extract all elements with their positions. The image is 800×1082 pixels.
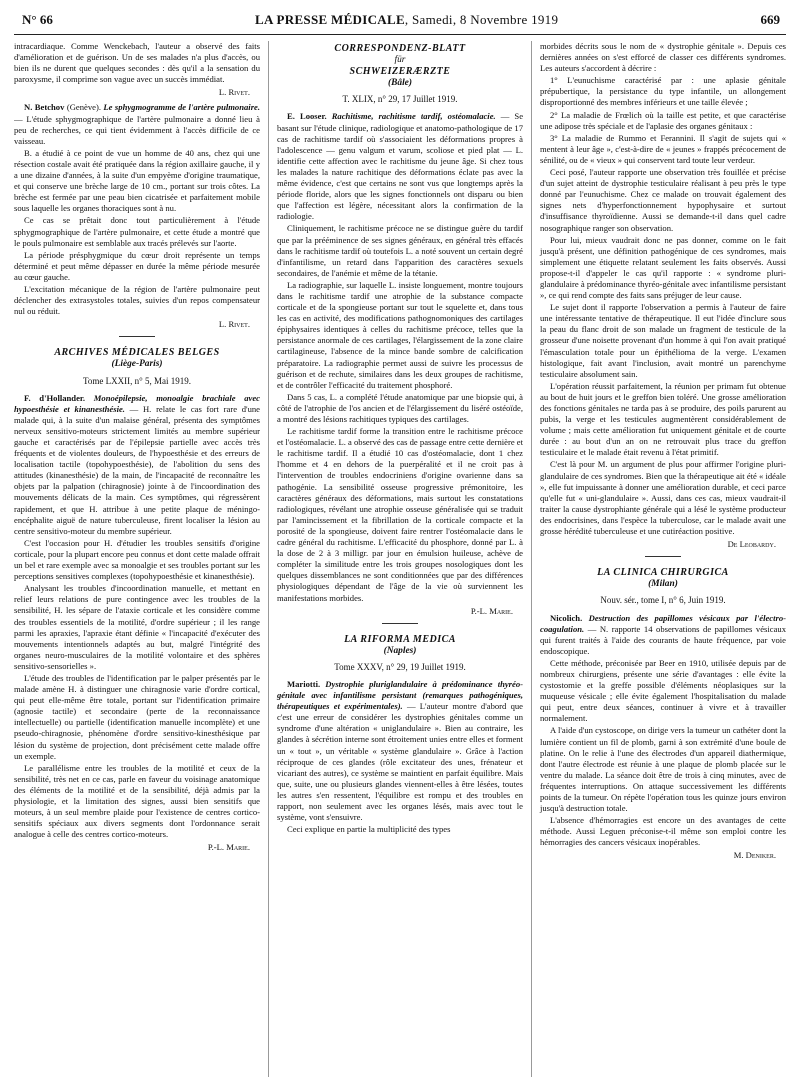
paragraph: Le parallélisme entre les troubles de la motilité et ceux de la sensibilité, très net en ce cas, parle en faveur du voisinage anatomique des éléments de la motilité et de la sensibilité, déjà admis par la physiologie, et la limitation des signes, aussi bien sensitifs que moteurs, à un seul membre plaide pour l'existence de centres cortico-sensitifs spéciaux aux divers segments dont l'ordonnance serait analogue à celle des centres cortico-moteurs. [14,762,260,840]
article-author: Nicolich. [550,612,583,623]
section-title: LA RIFORMA MEDICA [344,633,456,645]
paragraph: Pour lui, mieux vaudrait donc ne pas donner, comme on le fait jusqu'à présent, une définition pathogénique de ces syndromes, mais simplement une étiquette relatant seulement les faits observés. Aussi propose-t-il d'appeler le cas qu'il rapporte : « syndrome pluri-glandulaire à prédominance thyréo-génitale avec infantilisme persistant », ce qui rend compte des faits sans préjuger de leur cause. [540,234,786,301]
signature: L. Rivet. [218,319,250,330]
issue-date: , Samedi, 8 Novembre 1919 [404,12,559,27]
article-heading [277,679,523,823]
section-divider [645,556,681,557]
paragraph: Le rachitisme tardif forme la transition entre le rachitisme précoce et l'ostéomalacie. L. a observé des cas de passage entre cette dernière et le rachitisme tardif. Il a étudié 10 cas d'ostéomalacie, dont 1 chez l'homme et 4 en dehors de la puerpéralité et il ne croit pas à l'intervention de troubles endocriniens d'origine ovarienne dans sa pathogénie. La sensibilité osseuse progressive prémonitoire, les caractères généraux des déformations, mais surtout les constatations radiologiques, révélant une atrophie osseuse généralisée qui se traduit par l'amincissement et la fibrillation de la corticale compacte et la porosité de la spongieuse, doivent faire rentrer l'ostéomalacie dans le cadre général du rachitisme. L'efficacité du phosphore, donné par L. à la dose de 2 à 3 milligr. par jour en émulsion huileuse, achève de compléter la similitude entre les trois groupes nosologiques dont les quelques dissemblances ne sont conditionnées que par des différences physiologiques dépendant de l'âge de la vie où surviennent les manifestations morbides. [277,426,523,603]
section-title-2: SCHWEIZERÆRZTE [349,66,451,78]
paragraph: L'excitation mécanique de la région de l'artère pulmonaire peut déclencher des extrasystoles totales, suivies d'un repos compensateur nul ou réduit. [14,283,260,317]
article-text: — H. relate le cas fort rare d'une malade qui, à la suite d'un malaise général, présenta des symptômes nerveux sensitivo-moteurs strictement limités au membre supérieur gauche et caractérisés par de l'épilepsie partielle avec accès très fréquents et de violentes douleurs, de l'hypoesthésie et des erreurs de localisation tactile (topohypoesthésie), de l'abolition du sens des attitudes (kinanesthésie) de la main, de l'incapacité de reconnaître les objets par la palpation (chiragnosie) jointe à de l'incoordination des mouvements délicats de la main. Ces symptômes, qui régressèrent rapidement, et que H. attribue à une petite plaque de méningo-encéphalite aiguë de nature tuberculeuse, firent localiser la lésion au centre sensitivo-moteur du membre supérieur. [14,403,260,536]
paragraph: Ce cas se prêtait donc tout particulièrement à l'étude sphygmographique de l'artère pulmonaire, et cette étude a montré que le pouls pulmonaire est semblable aux tracés prélevés sur l'aorte. [14,215,260,248]
signature: L. Rivet. [218,87,250,98]
article-heading [540,613,786,657]
paragraph: morbides décrits sous le nom de « dystrophie génitale ». Depuis ces dernières années on s'est efforcé de classer ces différents syndromes. Les auteurs s'accordent à décrire : [540,41,786,74]
section-divider [119,336,155,337]
article-title: Rachitisme, rachitisme tardif, ostéomalacie. [326,111,496,122]
page-number-left: N° 66 [22,12,53,27]
journal-title: LA PRESSE MÉDICALE [255,12,405,27]
page-header [14,12,786,35]
article-title: Dystrophie pluriglandulaire à prédominance thyréo-génitale avec infantilisme persistant (remarques pathogéniques, thérapeutiques et expérimentales). [277,678,523,712]
paragraph: Cette méthode, préconisée par Beer en 1910, utilisée depuis par de nombreux chirurgiens, présente une série d'avantages : elle évite la cystostomie et la greffe possible d'éléments néoplasiques sur la muqueuse vésicale ; elle évite également l'hospitalisation du malade qui peut, entre deux séances, continuer à vivre et à travailler normalement. [540,657,786,724]
section-divider [382,623,418,624]
paragraph: C'est là pour M. un argument de plus pour affirmer l'origine pluri-glandulaire de ces syndromes. Bien que la thérapeutique ait été « idéale », elle fut impuissante à donner une amélioration durable, et ceci parce qu'elle fut « uni-glandulaire ». Aussi, dans ces cas, mieux vaudrait-il traiter la cause dystrophiante générale qui a lésé le système producteur des endocrisines, dans l'espèce la tuberculose, car le malade avait une grosse hérédité tuberculeuse et une cutiréaction positive. [540,459,786,537]
paragraph: intracardiaque. Comme Wenckebach, l'auteur a observé des faits d'amélioration et de guérison. Un de ses malades n'a plus d'accès, ou bien ils ne durent que quelques secondes : dès qu'il a la sensation du paroxysme, il comprime son vague avec un succès immédiat. [14,41,260,85]
paragraph: Cliniquement, le rachitisme précoce ne se distingue guère du tardif que par la prééminence de ses signes généraux, en général très effacés dans le rachitisme tardif où toutefois L. a noté souvent un certain degré d'infantilisme, un retard dans l'apparition des caractères sexuels secondaires, de l'anémie et même de la tétanie. [277,223,523,278]
signature: De Leobardy. [727,539,776,550]
article-title: Le sphygmogramme de l'artère pulmonaire. [103,102,260,113]
signature: P.-L. Marie. [207,842,250,853]
article-text: — L'étude sphygmographique de l'artère pulmonaire a donné lieu à peu de recherches, ce qui tient évidemment à l'accès difficile de ce vaisseau. [14,113,260,146]
article-text: — N. rapporte 14 observations de papillomes vésicaux qui furent traités à l'aide des courants de haute fréquence, par voie endoscopique. [540,623,786,656]
paragraph: Le sujet dont il rapporte l'observation a permis à l'auteur de faire une intéressante tentative de thérapeutique. Il eut l'idée d'inclure sous la peau du flanc droit de son malade un fragment de testicule de la grosseur d'une noisette provenant d'un homme à qui l'on avait pratiqué l'émasculation totale pour un épithélioma de la verge. L'examen histologique, fait avant l'inclusion, avait montré un parenchyme testiculaire absolument sain. [540,302,786,379]
section-issue: Tome LXXII, n° 5, Mai 1919. [83,375,191,386]
paragraph: 1° L'eunuchisme caractérisé par : une aplasie génitale prépubertique, la persistance du type infantile, un allongement disproportionné des membres inférieurs et une taille élevée ; [540,75,786,108]
column-2 [268,41,523,1077]
article-title: Destruction des papillomes vésicaux par l'électro-coagulation. [540,612,786,634]
signature: P.-L. Marie. [470,605,513,616]
article-place: (Genève). [64,102,104,113]
section-issue: T. XLIX, n° 29, 17 Juillet 1919. [342,94,458,105]
signature: M. Deniker. [733,850,776,861]
column-3 [531,41,786,1077]
section-title: LA CLINICA CHIRURGICA [597,567,729,579]
paragraph: La période présphygmique du cœur droit représente un temps déterminé et peut même dépasser en durée la même période mesurée au cœur gauche. [14,249,260,282]
paragraph: L'absence d'hémorragies est encore un des avantages de cette méthode. Aussi Leguen préconise-t-il même son emploi contre les hémorragies des cancers vésicaux inopérables. [540,815,786,848]
article-title: Monoépilepsie, monoalgie brachiale avec hypoesthésie et kinanesthésie. [14,392,260,414]
paragraph: Ceci explique en partie la multiplicité des types [287,824,451,835]
section-title-fur: für [394,55,406,66]
article-author: N. Betchov [24,102,65,113]
section-location: (Naples) [383,645,417,656]
article-heading [277,111,523,222]
article-text: — Se basant sur l'étude clinique, radiologique et anatomo-pathologique de 17 cas de rachitisme tardif où s'associaient les déformations propres à l'adolescence — genu valgum et varum, scoliose et pied plat — L. identifie cette affection avec le rachitisme du jeune âge. Si chez tous les malades la nature rachitique des déformations éclate pas avec la même évidence, c'est que certains ne sont vus que longtemps après la période floride, alors que les signes fonctionnels ont disparu ou bien que l'affection est légère, nécessitant alors la confirmation de la radiologie. [277,111,523,222]
section-title: CORRESPONDENZ-BLATT [334,43,466,54]
paragraph: L'étude des troubles de l'identification par le palper présentés par le malade amène H. à distinguer une chiragnosie varie d'ordre cortical, qui peut elle-même être totale, portant sur l'identification primaire (agnosie tactile) et secondaire (perte de la reconnaissance intellectuelle) ou partielle (identification manuelle incomplète) et une pseudo-chiragnosie, phénomène d'ordre sensitivo-kinesthésique par lésion du système de projection, dont précisément cette malade offre un exemple. [14,672,260,761]
journal-title-line [255,12,558,28]
paragraph: Ceci posé, l'auteur rapporte une observation très fouillée et précise d'un sujet atteint de dystrophie testiculaire réalisant à peu près le type donné par l'eunuchisme. Chez ce malade on trouvait également des signes nets d'hyperfonctionnement hypophysaire et surtout d'insuffisance thyroïdienne. Aussi se demande-t-il dans quel cadre nosographique ranger son observation. [540,167,786,233]
page-number-right: 669 [760,12,780,27]
section-location: (Bâle) [388,78,412,89]
column-1 [14,41,260,1077]
paragraph: C'est l'occasion pour H. d'étudier les troubles sensitifs d'origine corticale, pour la plupart encore peu connus et dont cette malade offrait un bel et rare exemple avec sa monoalgie et ses troubles portant sur les perceptions sensitives complexes (topohypoesthésie et kinanesthésie). [14,537,260,582]
article-author: E. Looser. [287,111,327,122]
article-heading [14,102,260,146]
article-author: Mariotti. [287,678,321,689]
section-issue: Nouv. sér., tome I, n° 6, Juin 1919. [600,595,726,606]
article-heading [14,393,260,537]
paragraph: La radiographie, sur laquelle L. insiste longuement, montre toujours dans le rachitisme tardif une atrophie de la substance compacte corticale et de la spongieuse portant sur tout le squelette et, dans tous les cas en activité, des modifications pathognomoniques des cartilages épiphysaires identiques à celles du rachitisme précoce, telles que la persistance anormale de ces cartilages, l'élargissement de la zone claire cartilagineuse, l'absence de la mince bande sombre de calcification préparatoire. La radiographie permet aussi de suivre les processus de guérison et de rechute, similaires dans les deux groupes de rachitisme, et de contrôler l'efficacité du traitement phosphoré. [277,279,523,390]
section-location: (Liège-Paris) [111,359,163,370]
article-text: — L'auteur montre d'abord que c'est une erreur de considérer les dystrophies génitales comme un syndrome d'une altération « uniglandulaire ». Bien au contraire, les glandes à sécrétion interne sont étroitement unies entre elles et forment un « tout », un véritable « système glandulaire ». Grâce à l'action réciproque de ces glandes (rôle excitateur des unes, frénateur et vicariant des autres), ce système se maintient en parfait équilibre. Mais que, suite, une ou plusieurs glandes viennent-elles à être lésées, toutes les autres s'en ressentent, l'équilibre est rompu et des troubles en rapport, non seulement avec les organes lésés, mais avec tout le système, vont s'ensuivre. [277,701,523,823]
paragraph: L'opération réussit parfaitement, la réunion per primam fut obtenue au bout de huit jours et le greffon bien toléré. Une grosse amélioration des fonctions génitales ne tarda pas à se produire, des poils parurent au pubis, la verge et les testicules augmentèrent considérablement de volume ; mais cette amélioration fut uniquement génitale et de courte durée : au bout d'un an on ne retrouvait plus trace du greffon testiculaire et le malade était revenu à l'état primitif. [540,380,786,458]
article-author: F. d'Hollander. [24,392,86,403]
paragraph: Dans 5 cas, L. a complété l'étude anatomique par une biopsie qui, à côté de l'atrophie de l'os ancien et de l'élargissement du liséré ostéoïde, a montré des lésions rachitiques typiques des cartilages. [277,391,523,424]
section-issue: Tome XXXV, n° 29, 19 Juillet 1919. [334,661,466,672]
paragraph: Analysant les troubles d'incoordination manuelle, et mettant en relief leurs relations de pure contingence avec les troubles de la sensibilité, H. les sépare de l'ataxie corticale et les considère comme des troubles essentiels de la motilité, d'ordre supérieur ; il les range parmi les apraxies, l'apraxie étant définie « l'incapacité d'exécuter des mouvements intentionnels adaptés au but, malgré l'intégrité des organes neuro-musculaires de la motilité volontaire et des sphères sensitivo-sensorielles ». [14,583,260,671]
paragraph: 2° La maladie de Frœlich où la taille est petite, et que caractérise une adipose très spéciale et de l'aplasie des organes génitaux : [540,109,786,131]
paragraph: A l'aide d'un cystoscope, on dirige vers la tumeur un cathéter dont la lumière contient un fil de plomb, garni à son extrémité d'une boule de platine. On le relie à l'une des électrodes d'un appareil diathermique, dont l'autre électrode est réunie à une plaque de plomb placée sur le ventre du malade. La séance doit être de trois à cinq minutes, avec de fréquentes interruptions. On attaque successivement les différents points de la tumeur. On répète l'opération tous les quinze jours environ jusqu'à destruction totale. [540,725,786,814]
columns [14,41,786,1077]
paragraph: 3° La maladie de Rummo et Ferannini. Il s'agit de sujets qui « mentent à leur âge », c'est-à-dire de « jeunes » frappés précocement de sénilité, ou de « vieux » qui conservent tard toute leur verdeur. [540,132,786,165]
paragraph: B. a étudié à ce point de vue un homme de 40 ans, chez qui une résection costale avait été pratiquée dans la région axillaire gauche, il y a une dizaine d'années, à la suite d'un empyème d'origine traumatique, et qui conserve une brèche large de 10 cm., portant sur trois côtes. La brèche est fermée par une peau bien cicatrisée et parfaitement mobile sous laquelle les organes thoraciques sont à nu. [14,147,260,214]
section-title: ARCHIVES MÉDICALES BELGES [54,347,220,359]
section-location: (Milan) [648,579,678,590]
